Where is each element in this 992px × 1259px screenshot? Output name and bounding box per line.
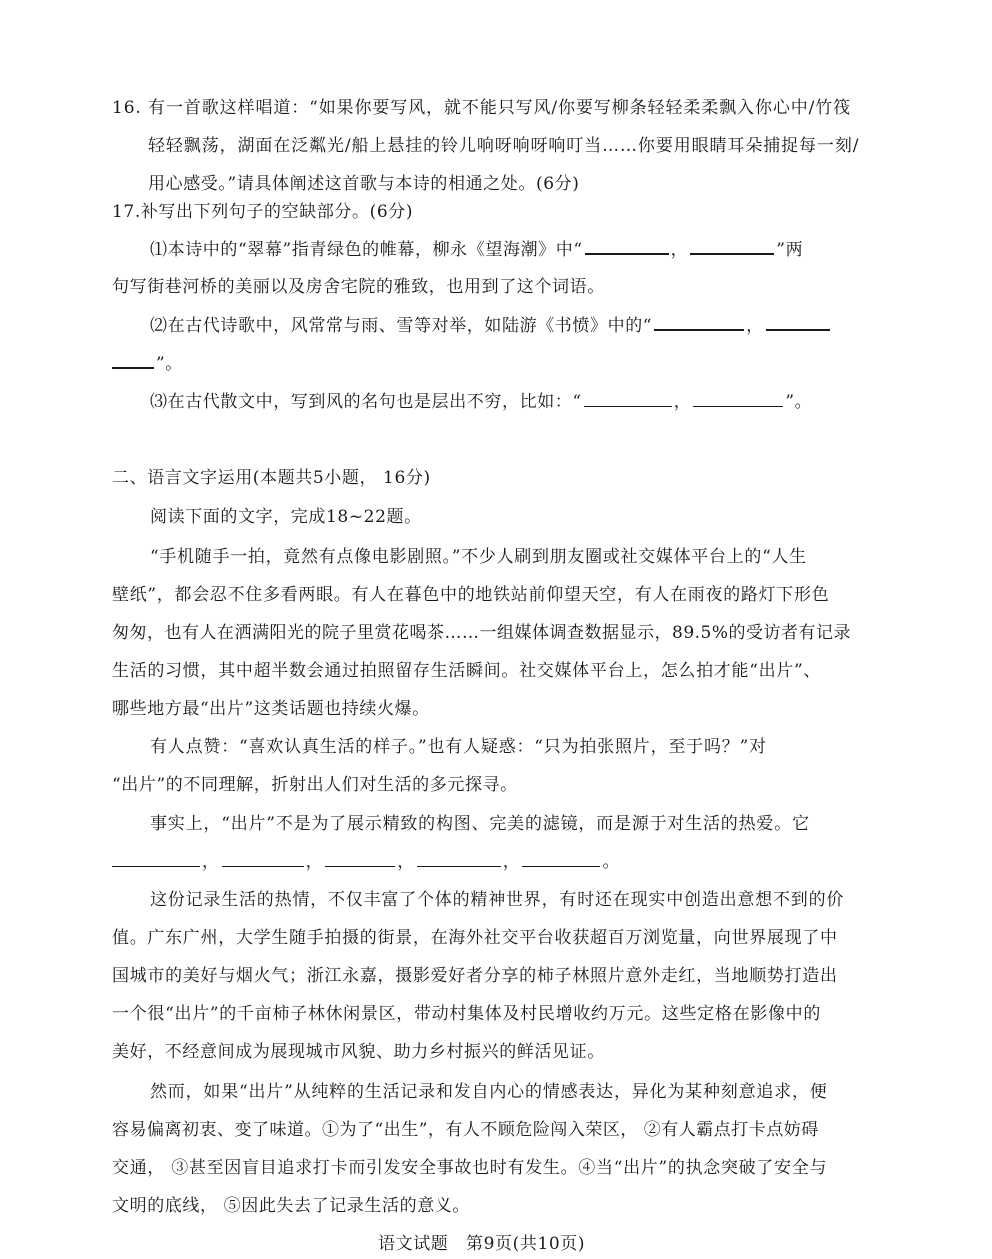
separator: ， (397, 852, 415, 872)
q17-item-2-text: ⑵在古代诗歌中，风常常与雨、雪等对举，如陆游《书愤》中的“ (150, 316, 653, 336)
separator: ， (746, 316, 764, 336)
passage-line: 生活的习惯，其中超半数会通过拍照留存生活瞬间。社交媒体平台上，怎么拍才能“出片”、 (112, 661, 822, 681)
passage-line: 匆匆，也有人在洒满阳光的院子里赏花喝茶……一组媒体调查数据显示，89.5%的受访者有记录 (112, 623, 852, 643)
passage-line: 容易偏离初衷、变了味道。①为了“出生”，有人不顾危险闯入荣区， ②有人霸点打卡点妨碍 (112, 1120, 819, 1140)
passage-line: 哪些地方最“出片”这类话题也持续火爆。 (112, 699, 430, 719)
answer-blank[interactable] (693, 390, 783, 407)
reading-instruction: 阅读下面的文字，完成18~22题。 (150, 507, 422, 527)
page-footer: 语文试题 第9页(共10页) (378, 1234, 586, 1254)
q17-item-2 (150, 313, 832, 338)
q17-item-3-tail: ”。 (785, 392, 813, 412)
answer-blank[interactable] (654, 313, 744, 331)
q17-item-1-line-2: 句写街巷河桥的美丽以及房舍宅院的雅致，也用到了这个词语。 (112, 277, 605, 297)
q17-item-1 (150, 237, 803, 262)
passage-line: 国城市的美好与烟火气；浙江永嘉，摄影爱好者分享的柿子林照片意外走红，当地顺势打造出 (112, 966, 838, 986)
separator: ， (673, 392, 692, 412)
passage-line: 事实上，“出片”不是为了展示精致的构图、完美的滤镜，而是源于对生活的热爱。它 (150, 814, 810, 834)
passage-line: 美好，不经意间成为展现城市风貌、助力乡村振兴的鲜活见证。 (112, 1042, 605, 1062)
answer-blank[interactable] (325, 850, 395, 867)
answer-blank[interactable] (112, 850, 200, 867)
passage-line: 然而，如果“出片”从纯粹的生活记录和发自内心的情感表达，异化为某种刻意追求，便 (150, 1082, 828, 1102)
q17-item-3 (150, 390, 812, 414)
section-heading: 二、语言文字运用(本题共5小题， 16分) (112, 468, 431, 488)
answer-blank[interactable] (522, 850, 600, 867)
answer-blank[interactable] (585, 237, 669, 255)
q17-item-3-text: ⑶在古代散文中，写到风的名句也是层出不穷，比如：“ (150, 392, 582, 412)
q16-line-2: 轻轻飘荡，湖面在泛粼光/船上悬挂的铃儿响呀响呀响叮当……你要用眼睛耳朵捕捉每一刻/ (148, 136, 860, 156)
q16-line-3: 用心感受。”请具体阐述这首歌与本诗的相通之处。(6分) (148, 174, 580, 194)
separator: 。 (602, 852, 621, 872)
passage-line: 一个很“出片”的千亩柿子林休闲景区，带动村集体及村民增收约万元。这些定格在影像中的 (112, 1004, 822, 1024)
q16-line-1: 16. 有一首歌这样唱道：“如果你要写风，就不能只写风/你要写柳条轻轻柔柔飘入你心中/竹筏 (112, 98, 852, 118)
passage-line: 壁纸”，都会忍不住多看两眼。有人在暮色中的地铁站前仰望天空，有人在雨夜的路灯下形色 (112, 585, 830, 605)
passage-line: 这份记录生活的热情，不仅丰富了个体的精神世界，有时还在现实中创造出意想不到的价 (150, 890, 845, 910)
separator: ， (305, 852, 324, 872)
passage-line: “出片”的不同理解，折射出人们对生活的多元探寻。 (112, 775, 518, 795)
passage-line: 文明的底线， ⑤因此失去了记录生活的意义。 (112, 1196, 471, 1216)
q17-item-1-tail: ”两 (776, 240, 804, 260)
q17-item-2-tail: ”。 (156, 354, 183, 374)
passage-blanks-line (112, 850, 620, 874)
separator: ， (502, 852, 521, 872)
answer-blank[interactable] (766, 313, 830, 331)
passage-line: 有人点赞：“喜欢认真生活的样子。”也有人疑惑：“只为拍张照片，至于吗？”对 (150, 737, 767, 757)
passage-line: 值。广东广州，大学生随手拍摄的街景，在海外社交平台收获超百万浏览量，向世界展现了中 (112, 928, 838, 948)
q17-title: 17.补写出下列句子的空缺部分。(6分) (112, 202, 414, 222)
separator: ， (670, 240, 689, 260)
q17-item-2-line-2 (112, 351, 183, 376)
answer-blank[interactable] (222, 850, 304, 867)
q17-item-1-text: ⑴本诗中的“翠幕”指青绿色的帷幕，柳永《望海潮》中“ (150, 240, 583, 260)
answer-blank[interactable] (417, 850, 501, 867)
answer-blank[interactable] (112, 351, 154, 369)
answer-blank[interactable] (584, 390, 672, 407)
answer-blank[interactable] (690, 237, 774, 255)
passage-line: “手机随手一拍，竟然有点像电影剧照。”不少人刷到朋友圈或社交媒体平台上的“人生 (150, 547, 807, 567)
separator: ， (202, 852, 220, 872)
passage-line: 交通， ③甚至因盲目追求打卡而引发安全事故也时有发生。④当“出片”的执念突破了安全与 (112, 1158, 828, 1178)
